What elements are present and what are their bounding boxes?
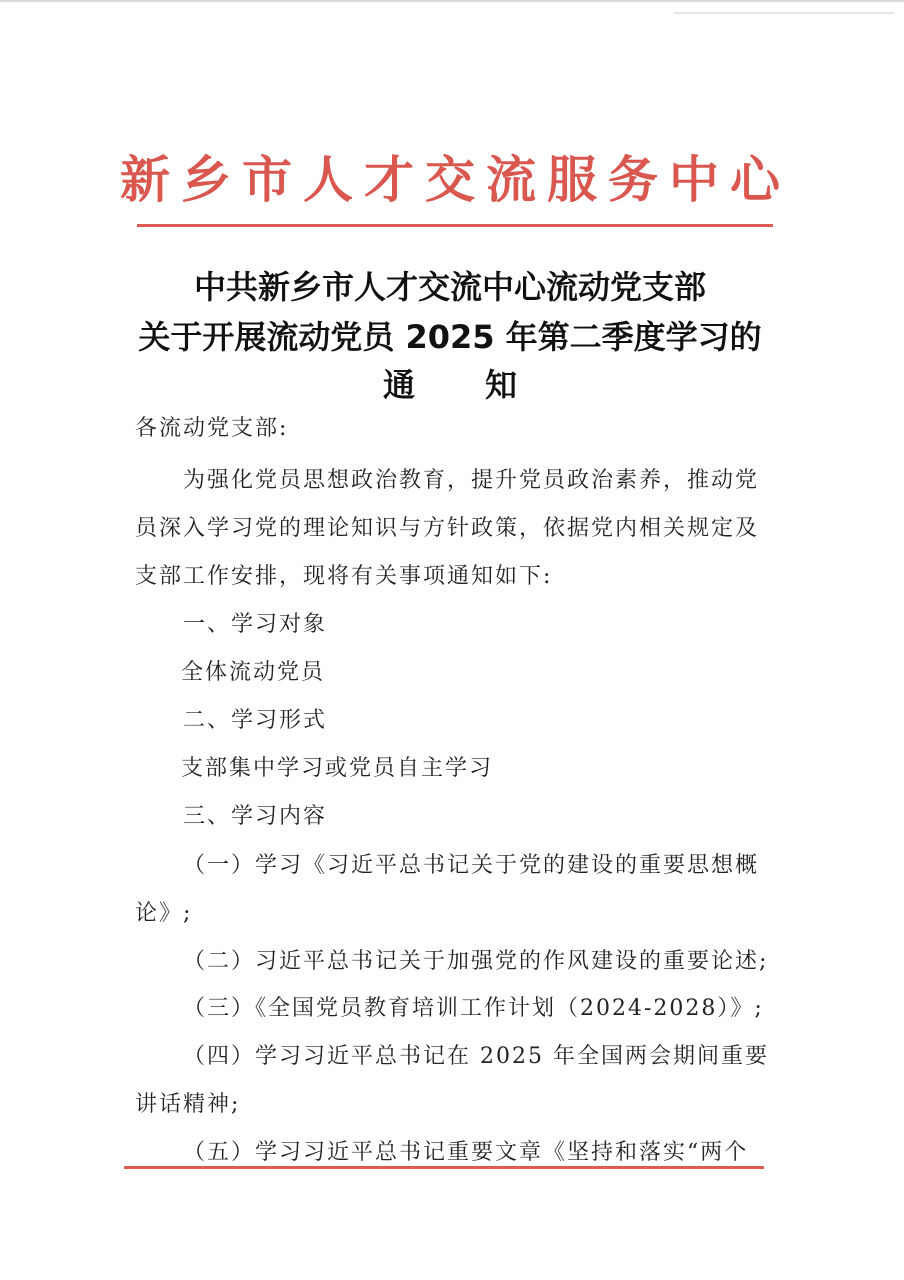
section-2-text: 支部集中学习或党员自主学习 — [181, 756, 494, 781]
title-word-zhi: 知 — [485, 366, 518, 404]
section-2-heading: 二、学习形式 — [183, 708, 328, 733]
content-item-3: （三）《全国党员教育培训工作计划（2024-2028）》; — [183, 996, 764, 1021]
intro-line-1: 为强化党员思想政治教育，提升党员政治素养，推动党 — [183, 468, 760, 493]
content-item-2: （二）习近平总书记关于加强党的作风建设的重要论述; — [183, 949, 769, 974]
title-word-tong: 通 — [382, 366, 415, 404]
letterhead-org-name: 新乡市人才交流服务中心 — [120, 150, 791, 209]
scan-edge-mark — [674, 12, 894, 14]
title-line-2: 关于开展流动党员 2025 年第二季度学习的 — [138, 318, 762, 356]
title-line-1: 中共新乡市人才交流中心流动党支部 — [193, 268, 706, 306]
content-item-5-line-1: （五）学习习近平总书记重要文章《坚持和落实“两个 — [183, 1140, 749, 1165]
intro-line-3: 支部工作安排，现将有关事项通知如下: — [135, 564, 553, 589]
content-item-4-line-1: （四）学习习近平总书记在 2025 年全国两会期间重要 — [183, 1044, 769, 1069]
content-item-1-line-2: 论》; — [135, 901, 193, 926]
letterhead-red-rule — [137, 224, 773, 227]
section-1-text: 全体流动党员 — [181, 660, 326, 685]
content-item-4-line-2: 讲话精神; — [135, 1092, 241, 1117]
content-item-1-line-1: （一）学习《习近平总书记关于党的建设的重要思想概 — [183, 853, 760, 878]
scan-edge-top — [0, 0, 904, 2]
title-line-3 — [100, 360, 800, 406]
section-3-heading: 三、学习内容 — [183, 804, 328, 829]
section-1-heading: 一、学习对象 — [183, 612, 328, 637]
intro-line-2: 员深入学习党的理论知识与方针政策，依据党内相关规定及 — [135, 516, 760, 541]
salutation: 各流动党支部: — [135, 416, 289, 441]
footer-red-rule — [124, 1166, 764, 1169]
